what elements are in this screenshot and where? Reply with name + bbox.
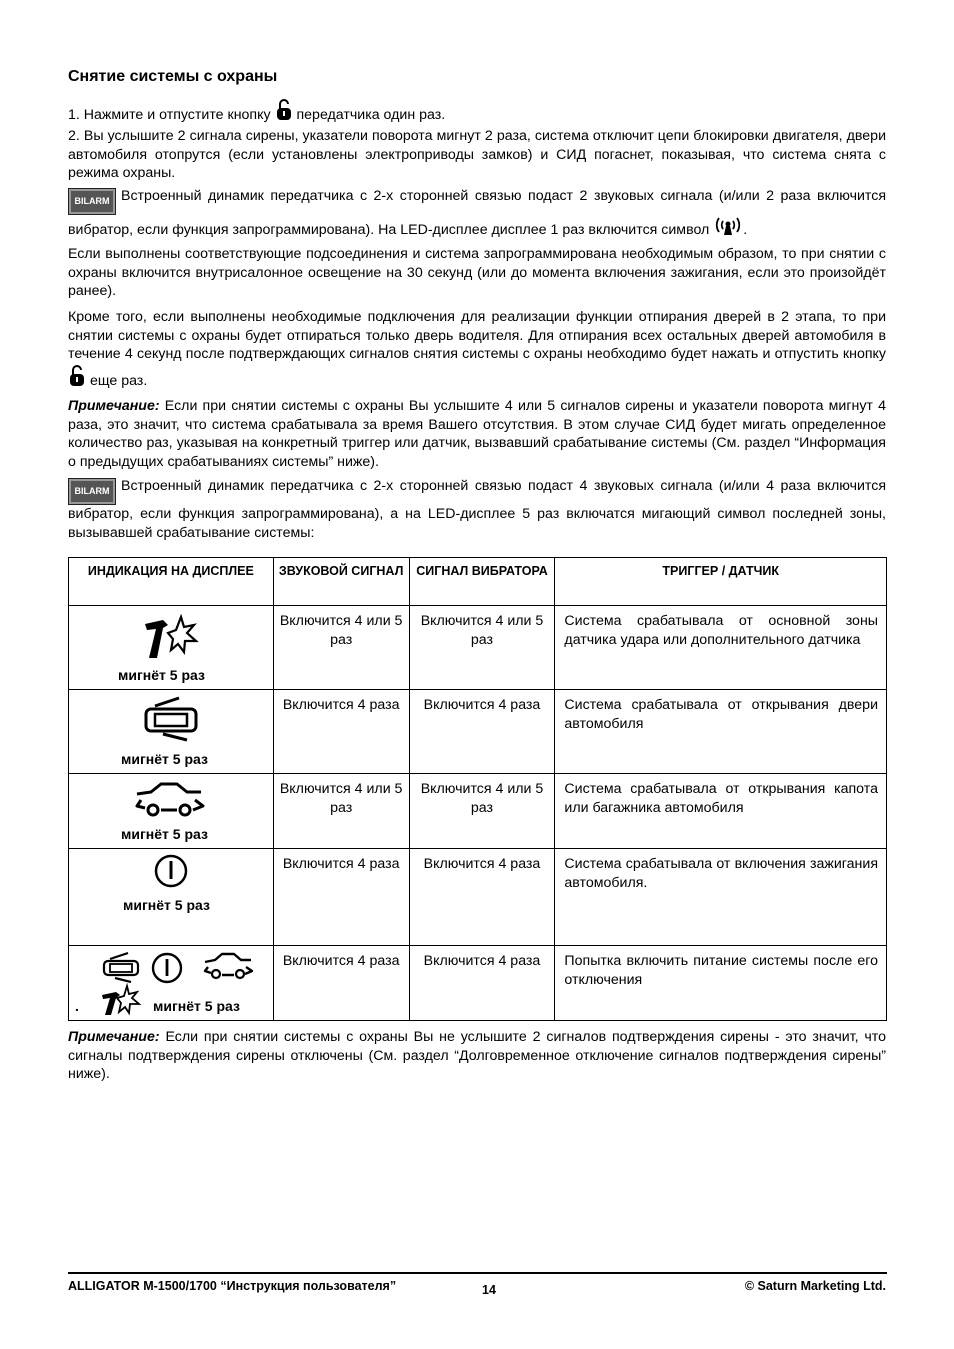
header-vibro: СИГНАЛ ВИБРАТОРА — [409, 558, 555, 606]
vibro-cell: Включится 4 или 5 раз — [409, 774, 555, 849]
bilarm-note-2 — [68, 477, 886, 542]
step-1-text-end: передатчика один раз. — [296, 107, 446, 123]
paragraph-two-step-unlock: Кроме того, если выполнены необходимые подключения для реализации функции отпирания дверей в 2 этапа, то при снятии системы с охраны будет отпираться только дверь водителя. Для отпирания всех остальных дверей автомобиля в течение 4 секунд после подтверждающих сигналов снятия системы с охраны необходимо будет нажать и отпустить кнопку еще раз. — [68, 308, 886, 393]
footer-divider — [68, 1272, 887, 1274]
bilarm-badge-icon: BILARM — [68, 478, 116, 505]
bilarm-note-1-text: Встроенный динамик передатчика с 2-х сторонней связью подаст 2 звуковых сигнала (и/или 2 раза включится вибратор, если функция запрограммирована). На LED-дисплее дисплее 1 раз включится символ — [68, 188, 886, 238]
trigger-cell: Попытка включить питание системы после его отключения — [555, 946, 887, 1021]
sound-cell: Включится 4 раза — [273, 690, 409, 774]
shock-sensor-icon — [141, 614, 201, 660]
table-row — [69, 690, 887, 774]
sound-cell: Включится 4 раза — [273, 946, 409, 1021]
vibro-cell: Включится 4 или 5 раз — [409, 606, 555, 690]
table-header-row — [69, 558, 887, 606]
trigger-cell: Система срабатывала от включения зажигания автомобиля. — [555, 849, 887, 946]
table-row — [69, 774, 887, 849]
note-1 — [68, 397, 886, 471]
page-number: 14 — [482, 1283, 496, 1297]
display-cell — [69, 849, 274, 946]
dot-mark: . — [75, 998, 79, 1014]
bilarm-note-2-text: Встроенный динамик передатчика с 2-х сторонней связью подаст 4 звуковых сигнала (и/или 4 раза включится вибратор, если функция запрограммирована), а на LED-дисплее 5 раз включатся мигающий символ последней зоны, вызывавшей срабатывание системы: — [68, 478, 886, 541]
vibro-cell: Включится 4 раза — [409, 946, 555, 1021]
unlock-button-icon — [68, 364, 86, 394]
step-2: 2. Вы услышите 2 сигнала сирены, указатели поворота мигнут 2 раза, система отключит цепи блокировки двигателя, двери автомобиля отопрутся (если установлены электроприводы замков) и СИД погаснет, показывая, что система снята с режима охраны. — [68, 128, 886, 181]
step-1-text: 1. Нажмите и отпустите кнопку — [68, 107, 271, 123]
header-sound: ЗВУКОВОЙ СИГНАЛ — [273, 558, 409, 606]
trigger-table — [68, 557, 887, 1021]
section-title: Снятие системы с охраны — [68, 68, 278, 85]
blink-count: мигнёт 5 раз — [123, 897, 210, 913]
step-1 — [68, 98, 886, 128]
display-cell — [69, 606, 274, 690]
trigger-cell: Система срабатывала от открывания капота или багажника автомобиля — [555, 774, 887, 849]
table-row — [69, 606, 887, 690]
table-row — [69, 946, 887, 1021]
blink-count: мигнёт 5 раз — [121, 826, 208, 842]
note-2-text: Если при снятии системы с охраны Вы не услышите 2 сигналов подтверждения сирены - это значит, что сигналы подтверждения сирены отключены (См. раздел “Долговременное отключение сигналов подтверждения сирены” ниже). — [68, 1029, 886, 1082]
table-row — [69, 849, 887, 946]
bilarm-badge-icon: BILARM — [68, 188, 116, 215]
unlock-button-icon — [275, 98, 293, 128]
blink-count: мигнёт 5 раз — [118, 667, 205, 683]
vibro-cell: Включится 4 раза — [409, 690, 555, 774]
sound-cell: Включится 4 раза — [273, 849, 409, 946]
sound-cell: Включится 4 или 5 раз — [273, 774, 409, 849]
display-cell — [69, 690, 274, 774]
note-1-text: Если при снятии системы с охраны Вы услышите 4 или 5 сигналов сирены и указатели поворота мигнут 4 раза, это значит, что система срабатывала за время Вашего отсутствия. В этом случае СИД будет мигать определенное количество раз, указывая на конкретный триггер или датчик, вызвавший срабатывание системы (См. раздел “Информация о предыдущих срабатываниях системы” ниже). — [68, 398, 886, 470]
bilarm-note-1: BILARM Встроенный динамик передатчика с 2-х сторонней связью подаст 2 звуковых сигнала (и/или 2 раза включится вибратор, если функция запрограммирована). На LED-дисплее дисплее 1 раз включится символ . — [68, 187, 886, 243]
paragraph-two-step-text: Кроме того, если выполнены необходимые подключения для реализации функции отпирания дверей в 2 этапа, то при снятии системы с охраны будет отпираться только дверь водителя. Для отпирания всех остальных дверей автомобиля в течение 4 секунд после подтверждающих сигналов снятия системы с охраны необходимо будет нажать и отпустить кнопку — [68, 309, 886, 362]
header-display: ИНДИКАЦИЯ НА ДИСПЛЕЕ — [69, 558, 274, 606]
note-label: Примечание: — [68, 398, 160, 414]
footer-title: ALLIGATOR M-1500/1700 “Инструкция пользователя” — [68, 1279, 397, 1293]
ignition-icon — [153, 853, 189, 889]
footer-copyright: © Saturn Marketing Ltd. — [744, 1279, 886, 1293]
car-hood-trunk-icon — [133, 780, 207, 820]
display-cell — [69, 774, 274, 849]
display-cell — [69, 946, 274, 1021]
note-label: Примечание: — [68, 1029, 160, 1045]
sound-cell: Включится 4 или 5 раз — [273, 606, 409, 690]
vibro-cell: Включится 4 раза — [409, 849, 555, 946]
paragraph-interior-light: Если выполнены соответствующие подсоединения и система запрограммирована необходимым образом, то при снятии с охраны включится внутрисалонное освещение на 30 секунд (или до момента включения зажигания, если это произойдёт ранее). — [68, 246, 886, 299]
blink-count: мигнёт 5 раз — [121, 751, 208, 767]
door-icon — [141, 696, 201, 742]
two-way-signal-icon — [713, 215, 743, 243]
trigger-cell: Система срабатывала от открывания двери автомобиля — [555, 690, 887, 774]
trigger-cell: Система срабатывала от основной зоны датчика удара или дополнительного датчика — [555, 606, 887, 690]
header-trigger: ТРИГГЕР / ДАТЧИК — [555, 558, 887, 606]
note-2 — [68, 1028, 886, 1084]
blink-count: мигнёт 5 раз — [153, 998, 240, 1014]
